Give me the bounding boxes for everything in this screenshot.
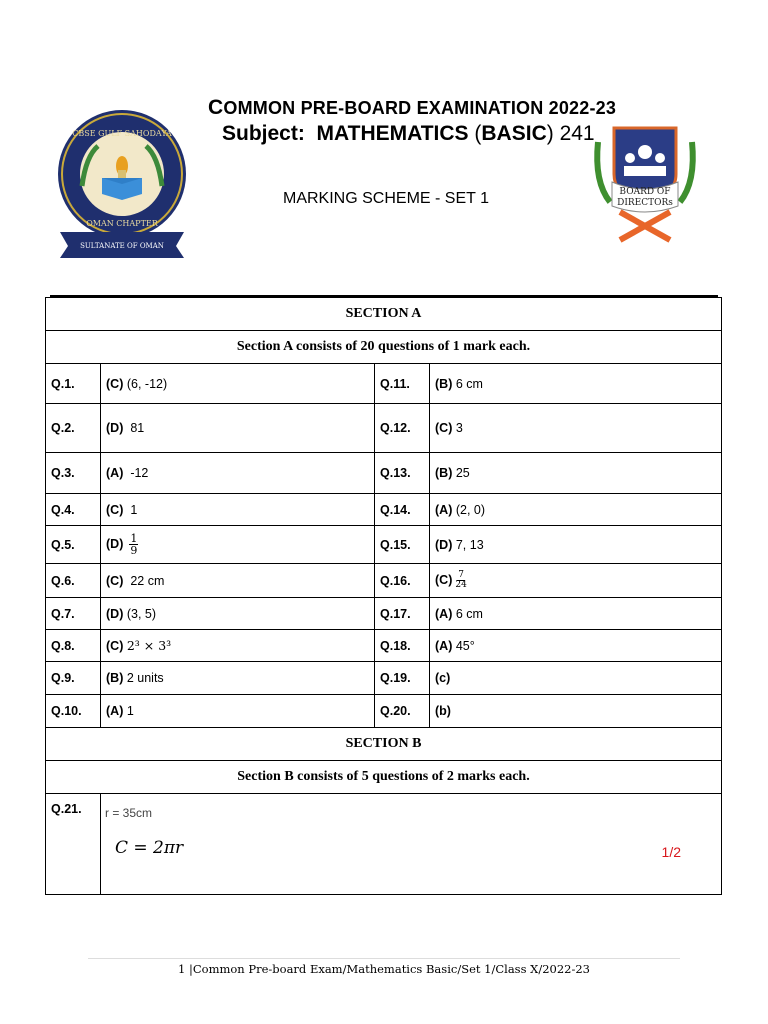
- q21-radius-line: r = 35cm: [105, 806, 153, 820]
- page-footer: 1 |Common Pre-board Exam/Mathematics Basic/Set 1/Class X/2022-23: [178, 962, 590, 976]
- section-a-heading: SECTION A: [46, 298, 722, 331]
- fraction-seven-twentyfourths: $\frac{7}{24}$: [455, 570, 467, 590]
- sahodaya-seal-icon: [46, 106, 198, 268]
- table-row: Q.8. (C) 2³ × 3³ Q.18. (A) 45°: [46, 630, 722, 662]
- table-row: Q.9. (B) 2 units Q.19. (c): [46, 662, 722, 695]
- q21-label: Q.21.: [46, 794, 101, 895]
- q21-row: [46, 794, 722, 895]
- table-row: Q.4. (C) 1 Q.14. (A) (2, 0): [46, 494, 722, 526]
- q21-marks: 1/2: [661, 844, 681, 860]
- section-a-subheading: Section A consists of 20 questions of 1 mark each.: [46, 331, 722, 364]
- section-b-subheading: Section B consists of 5 questions of 2 marks each.: [46, 761, 722, 794]
- seal-top-text: CBSE GULF SAHODAYA: [72, 129, 172, 138]
- table-row: Q.3. (A) -12 Q.13. (B) 25: [46, 453, 722, 494]
- table-row: Q.5. (D) $\frac{1}{9}$ Q.15. (D) 7, 13: [46, 526, 722, 564]
- table-row: Q.1. (C) (6, -12) Q.11. (B) 6 cm: [46, 364, 722, 404]
- exam-title: COMMON PRE-BOARD EXAMINATION 2022-23: [208, 96, 617, 119]
- footer-divider: [88, 958, 680, 959]
- table-row: Q.10. (A) 1 Q.20. (b): [46, 695, 722, 728]
- fraction-one-ninth: $\frac{1}{9}$: [130, 532, 138, 557]
- subject-line: Subject: MATHEMATICS (BASIC) 241: [222, 122, 595, 145]
- table-row: Q.6. (C) 22 cm Q.16. (C) $\frac{7}{24}$: [46, 564, 722, 598]
- marking-table: [45, 297, 722, 895]
- crest-text-1: BOARD OF: [619, 187, 671, 197]
- seal-bottom-text: OMAN CHAPTER: [86, 219, 158, 228]
- marking-scheme-title: MARKING SCHEME - SET 1: [283, 190, 489, 207]
- section-b-heading: SECTION B: [46, 728, 722, 761]
- board-of-directors-crest-icon: [590, 122, 700, 246]
- table-row: Q.2. (D) 81 Q.12. (C) 3: [46, 404, 722, 453]
- seal-ribbon-text: SULTANATE OF OMAN: [80, 242, 164, 250]
- q21-formula: C = 2πr: [115, 838, 184, 858]
- crest-text-2: DIRECTORs: [617, 198, 673, 208]
- table-row: Q.7. (D) (3, 5) Q.17. (A) 6 cm: [46, 598, 722, 630]
